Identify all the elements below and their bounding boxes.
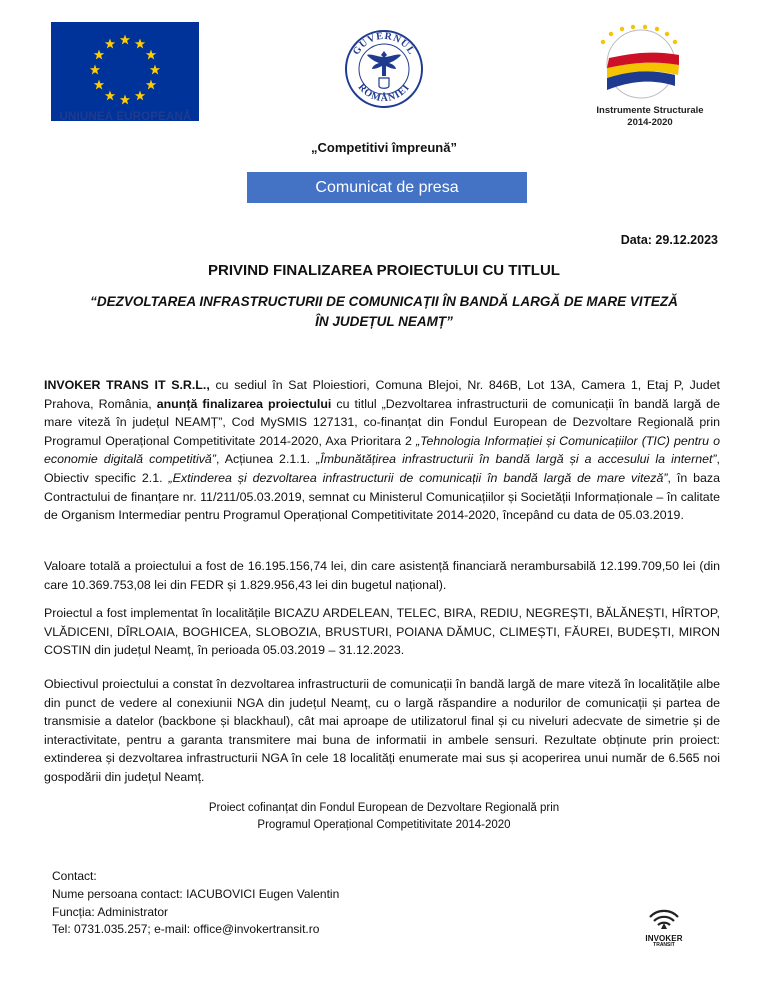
cofinancing-line2: Programul Operațional Competitivitate 2014-2020 bbox=[257, 819, 511, 831]
press-release-banner: Comunicat de presa bbox=[247, 172, 527, 203]
structural-instruments-logo bbox=[575, 20, 725, 132]
objective-text: „Extinderea și dezvoltarea infrastructurii de comunicații în bandă largă de mare viteză” bbox=[168, 470, 668, 485]
eu-flag bbox=[51, 22, 199, 121]
priority-axis-text: „Tehnologia Informației și Comunicațiilor (TIC) pentru o economie digitală competitivă” bbox=[44, 433, 721, 467]
value-paragraph: Valoare totală a proiectului a fost de 16.195.156,74 lei, din care asistență financiară nerambursabilă 12.199.709,50 lei (din care 10.369.753,08 lei din FEDR și 1.829.956,43 lei din bugetul național). bbox=[44, 559, 720, 592]
eu-star bbox=[94, 80, 104, 90]
seal-text-top: GUVERNUL bbox=[350, 30, 418, 58]
announcement-text: anunță finalizarea proiectului bbox=[156, 396, 332, 411]
project-title-line2: ÎN JUDEȚUL NEAMȚ” bbox=[315, 314, 453, 329]
eu-star bbox=[90, 65, 100, 75]
intro-text-3: , Acțiunea 2.1.1. bbox=[215, 452, 317, 467]
seal-text-bottom: ROMÂNIEI bbox=[355, 81, 413, 105]
eu-star bbox=[146, 80, 156, 90]
government-seal bbox=[343, 24, 425, 114]
contact-phone-email: Tel: 0731.035.257; e-mail: office@invokertransit.ro bbox=[52, 922, 320, 937]
project-title-line1: “DEZVOLTAREA INFRASTRUCTURII DE COMUNICAȚII ÎN BANDĂ LARGĂ DE MARE VITEZĂ bbox=[90, 294, 678, 309]
structural-instruments-years: 2014-2020 bbox=[627, 117, 673, 128]
eu-star bbox=[120, 95, 130, 105]
eu-label: UNIUNEA EUROPEANĂ bbox=[59, 111, 192, 123]
eagle-icon bbox=[367, 51, 401, 88]
company-name: INVOKER TRANS IT S.R.L., bbox=[44, 378, 210, 392]
project-title bbox=[40, 292, 728, 332]
contact-function: Funcția: Administrator bbox=[52, 904, 169, 919]
slogan: „Competitivi împreună” bbox=[311, 140, 457, 155]
eu-star bbox=[150, 65, 160, 75]
structural-instruments-icon bbox=[575, 20, 725, 104]
contact-name: Nume persoana contact: IACUBOVICI Eugen Valentin bbox=[52, 886, 340, 901]
eu-star bbox=[135, 90, 145, 100]
cofinancing-note bbox=[0, 800, 768, 834]
intro-text-2: cu titlul „Dezvoltarea infrastructurii de comunicații în bandă largă de mare viteză în județul NEAMȚ”, Cod MySMIS 127131, co-finanțat din Fondul European de Dezvoltare Regională prin Programul Operațional Competitivitate 2014-2020, Axa Prioritara 2 bbox=[44, 396, 721, 448]
intro-paragraph bbox=[44, 376, 720, 525]
eu-star bbox=[120, 35, 130, 45]
eu-star bbox=[105, 90, 115, 100]
invoker-logo-name: INVOKER bbox=[645, 934, 683, 943]
contact-heading: Contact: bbox=[52, 869, 97, 883]
document-title: PRIVIND FINALIZAREA PROIECTULUI CU TITLUL bbox=[208, 262, 560, 279]
signal-waves-icon bbox=[649, 907, 679, 929]
structural-instruments-title: Instrumente Structurale bbox=[596, 105, 704, 116]
objective-paragraph: Obiectivul proiectului a constat în dezvoltarea infrastructurii de comunicații în bandă largă de mare viteză în localitățile albe din punct de vedere al conexiunii NGA din județul Neamț, cu o largă răspandire a nodurilor de comunicații și partea de transmisie a datelor (backbone și blackhaul), cât mai aproape de utilizatorul final și cu niveluri adecvate de simetrie și de interactivitate, pentru a garanta transmitere mai buna de informatii in ambele sensuri. Rezultate obținute prin proiect: extinderea și dezvoltarea infrastructurii NGA în cele 18 localități enumerate mai sus și acoperirea unui număr de 6.565 noi gospodării din județul Neamț. bbox=[44, 677, 720, 784]
intro-text-1: cu sediul în Sat Ploiestiori, Comuna Blejoi, Nr. 846B, Lot 13A, Camera 1, Etaj P, Judet Prahova, România, bbox=[44, 378, 720, 411]
action-text: „Îmbunătățirea infrastructurii în bandă largă și a accesului la internet” bbox=[316, 452, 717, 467]
intro-text-4: , Obiectiv specific 2.1. bbox=[44, 452, 720, 485]
eu-star bbox=[94, 50, 104, 60]
intro-text-5: , în baza Contractului de finanțare nr. 11/211/05.03.2019, semnat cu Ministerul Comunicațiilor și Societății Informaționale – în calitate de Organism Intermediar pentru Programul Operațional Competitivitate 2014-2020, începând cu data de 05.03.2019. bbox=[44, 470, 720, 523]
eu-logo bbox=[43, 22, 203, 130]
invoker-logo bbox=[642, 907, 686, 959]
eu-star bbox=[105, 39, 115, 49]
contact-block bbox=[52, 868, 339, 939]
localities-paragraph: Proiectul a fost implementat în localitățile BICAZU ARDELEAN, TELEC, BIRA, REDIU, NEGREȘTI, BĂLĂNEȘTI, HÎRTOP, VLĂDICENI, DÎRLOAIA, BOGHICEA, SLOBOZIA, BRUSTURI, POIANA DĂMUC, CLIMEȘTI, FĂUREI, BUDEȘTI, MIRON COSTIN din județul Neamț, în perioada 05.03.2019 – 31.12.2023. bbox=[44, 606, 720, 658]
invoker-logo-sub: TRANSIT bbox=[653, 942, 675, 948]
release-date: Data: 29.12.2023 bbox=[620, 233, 718, 247]
cofinancing-line1: Proiect cofinanțat din Fondul European de Dezvoltare Regională prin bbox=[208, 802, 560, 814]
eu-stars-icon bbox=[51, 22, 199, 121]
eu-star bbox=[146, 50, 156, 60]
eu-star bbox=[135, 39, 145, 49]
